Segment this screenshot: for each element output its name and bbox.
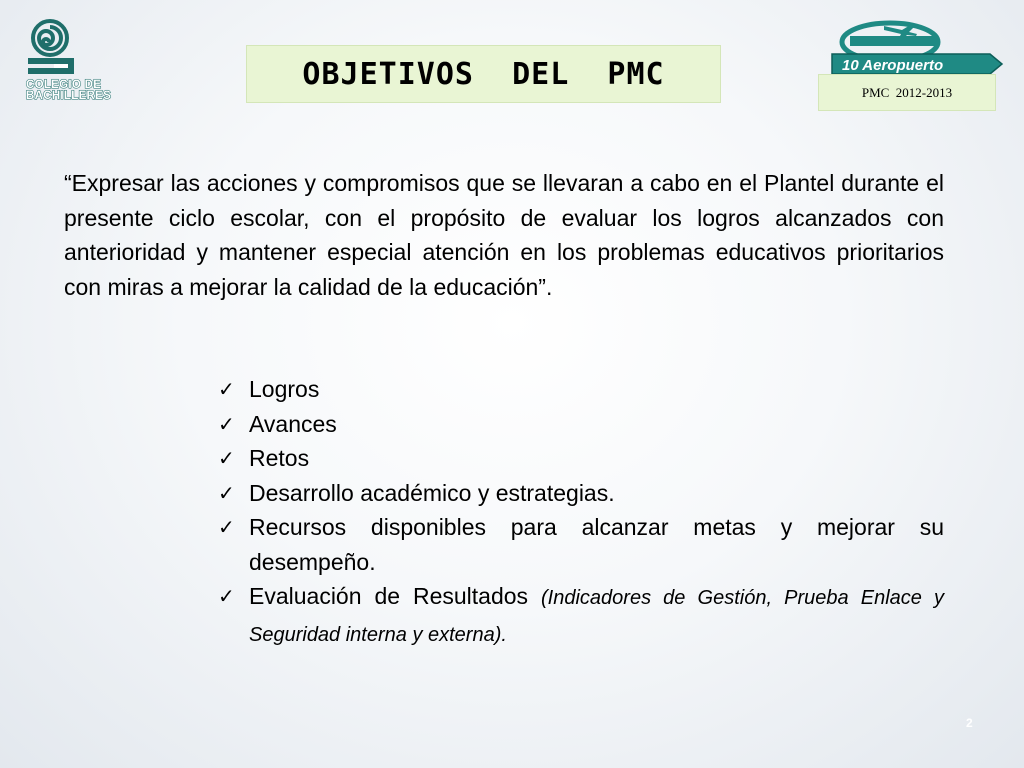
checkmark-icon: ✓ xyxy=(218,480,235,505)
pmc-period-text: PMC 2012-2013 xyxy=(861,84,953,100)
colegio-bachilleres-logo xyxy=(24,18,154,110)
checkmark-icon: ✓ xyxy=(218,446,235,470)
banner-text: 10 Aeropuerto xyxy=(842,57,944,74)
page-title: OBJETIVOS DEL PMC xyxy=(302,56,665,92)
pmc-period-badge xyxy=(818,74,996,111)
list-item-text: Retos xyxy=(249,445,310,471)
list-item xyxy=(216,579,944,652)
checkmark-icon: ✓ xyxy=(218,584,235,608)
list-item-note: (Indicadores de Gestión, Prueba Enlace y Seguridad interna y externa). xyxy=(249,587,945,646)
list-item-text: Desarrollo académico y estrategias. xyxy=(249,479,615,506)
list-item xyxy=(216,372,944,407)
college-name-line2: BACHILLERES xyxy=(26,90,112,102)
list-item-text: Logros xyxy=(249,376,320,402)
list-item-text: Evaluación de Resultados xyxy=(249,583,542,609)
objectives-checklist xyxy=(216,372,944,652)
college-name xyxy=(26,80,154,102)
cb-spiral-icon xyxy=(24,18,154,80)
page-number: 2 xyxy=(966,716,973,730)
list-item xyxy=(216,510,944,579)
checkmark-icon: ✓ xyxy=(218,411,235,436)
objective-statement: “Expresar las acciones y compromisos que se llevaran a cabo en el Plantel durante el presente ciclo escolar, con el propósito de evaluar los logros alcanzados con anterioridad y mantener especial atención en los problemas educativos prioritarios con miras a mejorar la calidad de la educación”. xyxy=(64,170,944,300)
list-item xyxy=(216,441,944,476)
checkmark-icon: ✓ xyxy=(218,377,235,401)
college-name-line1: COLEGIO DE xyxy=(26,79,102,91)
checkmark-icon: ✓ xyxy=(218,515,235,539)
list-item xyxy=(216,407,944,442)
list-item xyxy=(216,476,944,511)
list-item-text: Recursos disponibles para alcanzar metas y mejorar su desempeño. xyxy=(249,514,944,575)
list-item-text: Avances xyxy=(249,410,337,437)
title-box xyxy=(246,45,721,103)
